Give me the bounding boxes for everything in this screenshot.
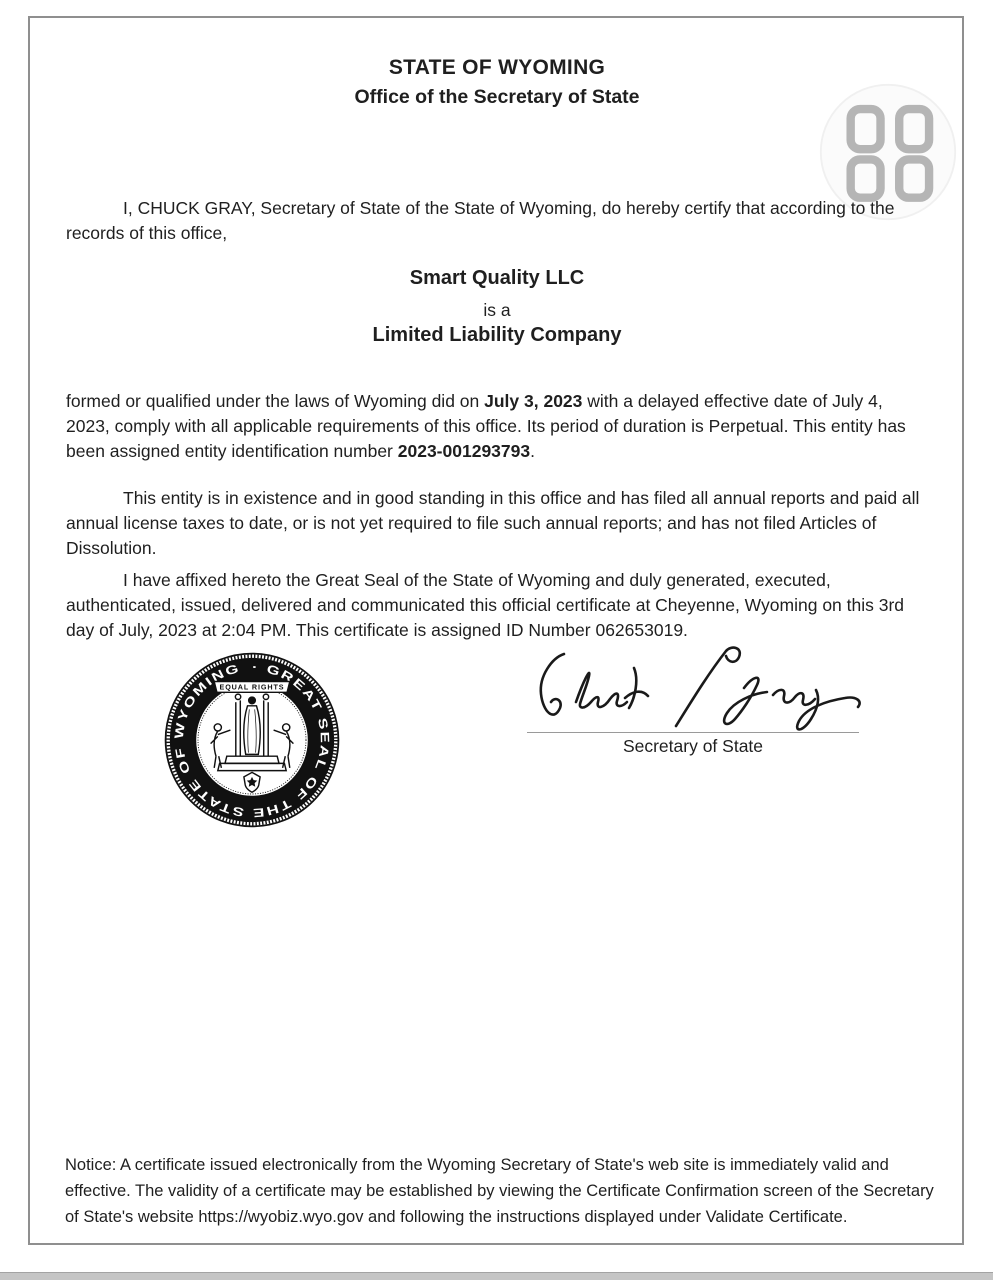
affixed-paragraph: I have affixed hereto the Great Seal of the State of Wyoming and duly generated, executed, authenticated, issued, delivered and communicated this official certificate at Cheyenne, Wyoming on this 3rd day of July, 2023 at 2:04 PM. This certificate is assigned ID Number 062653019.: [66, 570, 905, 640]
entity-connector: is a: [483, 300, 511, 320]
notice-paragraph: Notice: A certificate issued electronically from the Wyoming Secretary of State's web site is immediately valid and effective. The validity of a certificate may be established by viewing the Certificate Confirmation screen of the Secretary of State's website https://wyobiz.wyo.gov and following the instructions displayed under Validate Certificate.: [65, 1156, 934, 1226]
page-subtitle: Office of the Secretary of State: [354, 86, 640, 108]
formed-text-1: formed or qualified under the laws of Wyoming did on: [66, 391, 485, 411]
entity-id-number: 2023-001293793: [397, 441, 531, 461]
entity-type: Limited Liability Company: [372, 324, 622, 346]
signature-title: Secretary of State: [622, 736, 764, 756]
formed-paragraph: [66, 389, 928, 464]
signature-chuck-gray: [530, 646, 908, 736]
formed-text-2: with a delayed effective date of July 4, 2023, comply with all applicable requirements of this office. Its period of duration is Perpetual. This entity has been assigned entity identification number: [66, 391, 906, 461]
formation-date: July 3, 2023: [484, 391, 583, 411]
intro-paragraph: I, CHUCK GRAY, Secretary of State of the State of Wyoming, do hereby certify that according to the records of this office,: [66, 198, 895, 243]
standing-paragraph: This entity is in existence and in good standing in this office and has filed all annual reports and paid all annual license taxes to date, or is not yet required to file such annual reports; and has not filed Articles of Dissolution.: [66, 488, 920, 558]
formed-text-3: .: [530, 441, 535, 461]
seal-banner-text: EQUAL RIGHTS: [219, 682, 285, 692]
seal-ring-text: · GREAT SEAL OF THE STATE OF WYOMING: [171, 660, 332, 820]
seal-equal-rights-banner: [214, 682, 290, 693]
page-title: STATE OF WYOMING: [388, 56, 606, 79]
signature-line: [527, 732, 859, 733]
entity-name: Smart Quality LLC: [409, 267, 585, 289]
great-seal-of-wyoming: [162, 650, 342, 830]
horizontal-scrollbar[interactable]: [0, 1272, 993, 1280]
